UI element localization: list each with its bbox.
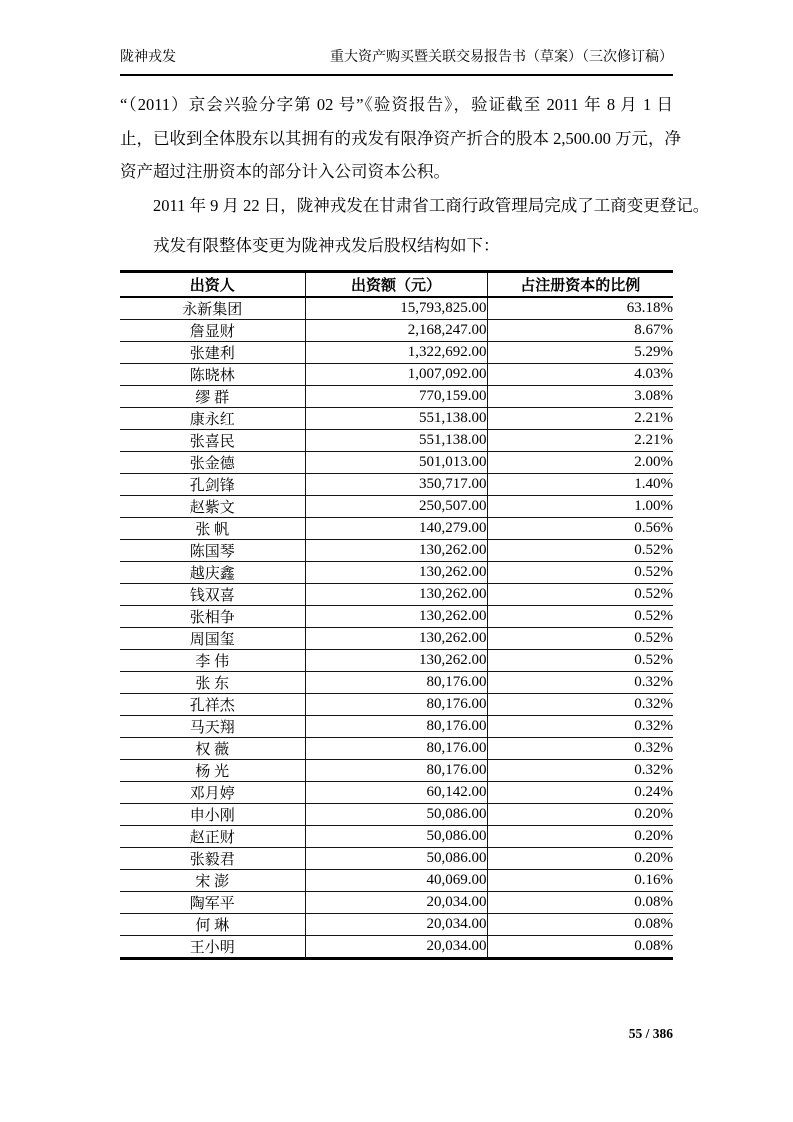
investor-name-cell: 王小明 — [120, 935, 305, 958]
table-header-row — [120, 271, 673, 297]
table-row — [120, 297, 673, 320]
amount-cell: 250,507.00 — [305, 495, 487, 517]
proportion-cell: 0.52% — [487, 583, 673, 605]
table-row — [120, 561, 673, 583]
investor-name-cell: 申小刚 — [120, 803, 305, 825]
amount-cell: 1,322,692.00 — [305, 341, 487, 363]
paragraph-line: 止，已收到全体股东以其拥有的戎发有限净资产折合的股本 2,500.00 万元，净 — [120, 128, 681, 148]
amount-cell: 130,262.00 — [305, 539, 487, 561]
running-header — [120, 49, 673, 76]
proportion-cell: 0.32% — [487, 737, 673, 759]
proportion-cell: 5.29% — [487, 341, 673, 363]
investor-name-cell: 何 琳 — [120, 913, 305, 935]
investor-name-cell: 宋 澎 — [120, 869, 305, 891]
amount-cell: 40,069.00 — [305, 869, 487, 891]
proportion-cell: 0.32% — [487, 715, 673, 737]
proportion-cell: 1.00% — [487, 495, 673, 517]
proportion-cell: 4.03% — [487, 363, 673, 385]
amount-cell: 770,159.00 — [305, 385, 487, 407]
proportion-cell: 0.08% — [487, 891, 673, 913]
investor-name-cell: 詹显财 — [120, 319, 305, 341]
proportion-cell: 0.16% — [487, 869, 673, 891]
column-header-investor: 出资人 — [120, 271, 305, 297]
proportion-cell: 0.32% — [487, 671, 673, 693]
table-row — [120, 825, 673, 847]
investor-name-cell: 赵正财 — [120, 825, 305, 847]
paragraph-line: “（2011）京会兴验分字第 02 号”《验资报告》，验证截至 2011 年 8 月 1 日 — [120, 95, 673, 114]
investor-name-cell: 陈国琴 — [120, 539, 305, 561]
paragraph-registration-change: 2011 年 9 月 22 日，陇神戎发在甘肃省工商行政管理局完成了工商变更登记。 — [153, 195, 710, 215]
investor-name-cell: 陈晓林 — [120, 363, 305, 385]
paragraph-line: 资产超过注册资本的部分计入公司资本公积。 — [120, 162, 450, 181]
page-number: 55 / 386 — [628, 1026, 673, 1041]
amount-cell: 20,034.00 — [305, 913, 487, 935]
investor-name-cell: 张 帆 — [120, 517, 305, 539]
proportion-cell: 1.40% — [487, 473, 673, 495]
proportion-cell: 0.32% — [487, 693, 673, 715]
paragraph-capital-verification — [120, 88, 681, 189]
proportion-cell: 0.52% — [487, 561, 673, 583]
table-row — [120, 385, 673, 407]
investor-name-cell: 张喜民 — [120, 429, 305, 451]
investor-name-cell: 杨 光 — [120, 759, 305, 781]
investor-name-cell: 陶军平 — [120, 891, 305, 913]
investor-name-cell: 孔祥杰 — [120, 693, 305, 715]
page-content — [120, 88, 710, 960]
proportion-cell: 0.56% — [487, 517, 673, 539]
proportion-cell: 0.32% — [487, 759, 673, 781]
investor-name-cell: 孔剑锋 — [120, 473, 305, 495]
amount-cell: 20,034.00 — [305, 891, 487, 913]
amount-cell: 130,262.00 — [305, 649, 487, 671]
amount-cell: 80,176.00 — [305, 693, 487, 715]
investor-name-cell: 越庆鑫 — [120, 561, 305, 583]
table-row — [120, 737, 673, 759]
proportion-cell: 0.08% — [634, 937, 673, 954]
paragraph-table-intro: 戎发有限整体变更为陇神戎发后股权结构如下： — [153, 236, 500, 255]
proportion-cell: 0.52% — [487, 539, 673, 561]
table-row — [120, 759, 673, 781]
table-row — [120, 407, 673, 429]
proportion-cell: 2.21% — [487, 429, 673, 451]
investor-name-cell: 马天翔 — [120, 715, 305, 737]
amount-cell: 50,086.00 — [305, 825, 487, 847]
investor-name-cell: 权 薇 — [120, 737, 305, 759]
amount-cell: 130,262.00 — [305, 583, 487, 605]
investor-name-cell: 赵紫文 — [120, 495, 305, 517]
table-row — [120, 869, 673, 891]
amount-cell: 501,013.00 — [305, 451, 487, 473]
table-row — [120, 363, 673, 385]
proportion-cell: 0.20% — [487, 825, 673, 847]
table-row — [120, 605, 673, 627]
proportion-cell: 0.52% — [487, 649, 673, 671]
proportion-cell: 0.08% — [487, 913, 673, 935]
amount-cell: 551,138.00 — [305, 429, 487, 451]
table-row — [120, 627, 673, 649]
investor-name-cell: 永新集团 — [120, 297, 305, 320]
amount-cell: 50,086.00 — [305, 847, 487, 869]
table-row — [120, 781, 673, 803]
amount-cell: 15,793,825.00 — [305, 297, 487, 320]
proportion-cell: 63.18% — [487, 297, 673, 320]
amount-cell: 80,176.00 — [305, 671, 487, 693]
header-right-title: 重大资产购买暨关联交易报告书（草案）（三次修订稿） — [330, 50, 673, 65]
investor-name-cell: 张相争 — [120, 605, 305, 627]
investor-name-cell: 缪 群 — [120, 385, 305, 407]
investor-name-cell: 邓月婷 — [120, 781, 305, 803]
header-left-title: 陇神戎发 — [120, 50, 176, 65]
amount-cell: 80,176.00 — [305, 759, 487, 781]
amount-cell: 60,142.00 — [305, 781, 487, 803]
investor-name-cell: 张建利 — [120, 341, 305, 363]
proportion-cell: 8.67% — [487, 319, 673, 341]
investor-name-cell: 李 伟 — [120, 649, 305, 671]
investor-name-cell: 张毅君 — [120, 847, 305, 869]
amount-cell: 130,262.00 — [305, 561, 487, 583]
equity-structure-table — [120, 270, 673, 960]
investor-name-cell: 张 东 — [120, 671, 305, 693]
proportion-cell: 0.52% — [487, 605, 673, 627]
proportion-cell: 0.24% — [487, 781, 673, 803]
table-row — [120, 473, 673, 495]
investor-name-cell: 康永红 — [120, 407, 305, 429]
amount-cell: 50,086.00 — [305, 803, 487, 825]
amount-cell: 80,176.00 — [305, 715, 487, 737]
proportion-cell: 2.00% — [487, 451, 673, 473]
investor-name-cell: 张金德 — [120, 451, 305, 473]
proportion-cell: 3.08% — [487, 385, 673, 407]
table-row — [120, 451, 673, 473]
table-row — [120, 847, 673, 869]
investor-name-cell: 周国玺 — [120, 627, 305, 649]
table-row — [120, 341, 673, 363]
table-row — [120, 715, 673, 737]
table-row — [120, 319, 673, 341]
proportion-cell: 0.52% — [487, 627, 673, 649]
amount-cell: 1,007,092.00 — [305, 363, 487, 385]
amount-cell: 551,138.00 — [305, 407, 487, 429]
amount-cell: 130,262.00 — [305, 627, 487, 649]
investor-name-cell: 钱双喜 — [120, 583, 305, 605]
table-row — [120, 913, 673, 935]
table-row — [120, 935, 673, 958]
amount-cell: 80,176.00 — [305, 737, 487, 759]
amount-cell: 140,279.00 — [305, 517, 487, 539]
amount-cell: 20,034.00 — [305, 935, 487, 958]
proportion-cell: 2.21% — [487, 407, 673, 429]
table-row — [120, 517, 673, 539]
table-row — [120, 671, 673, 693]
table-row — [120, 495, 673, 517]
column-header-amount: 出资额（元） — [305, 271, 487, 297]
table-row — [120, 539, 673, 561]
amount-cell: 130,262.00 — [305, 605, 487, 627]
proportion-cell: 0.20% — [487, 803, 673, 825]
proportion-cell: 0.20% — [487, 847, 673, 869]
table-row — [120, 693, 673, 715]
table-row — [120, 429, 673, 451]
table-row — [120, 803, 673, 825]
table-row — [120, 891, 673, 913]
table-row — [120, 649, 673, 671]
amount-cell: 2,168,247.00 — [305, 319, 487, 341]
column-header-proportion: 占注册资本的比例 — [487, 271, 673, 297]
amount-cell: 350,717.00 — [305, 473, 487, 495]
table-row — [120, 583, 673, 605]
